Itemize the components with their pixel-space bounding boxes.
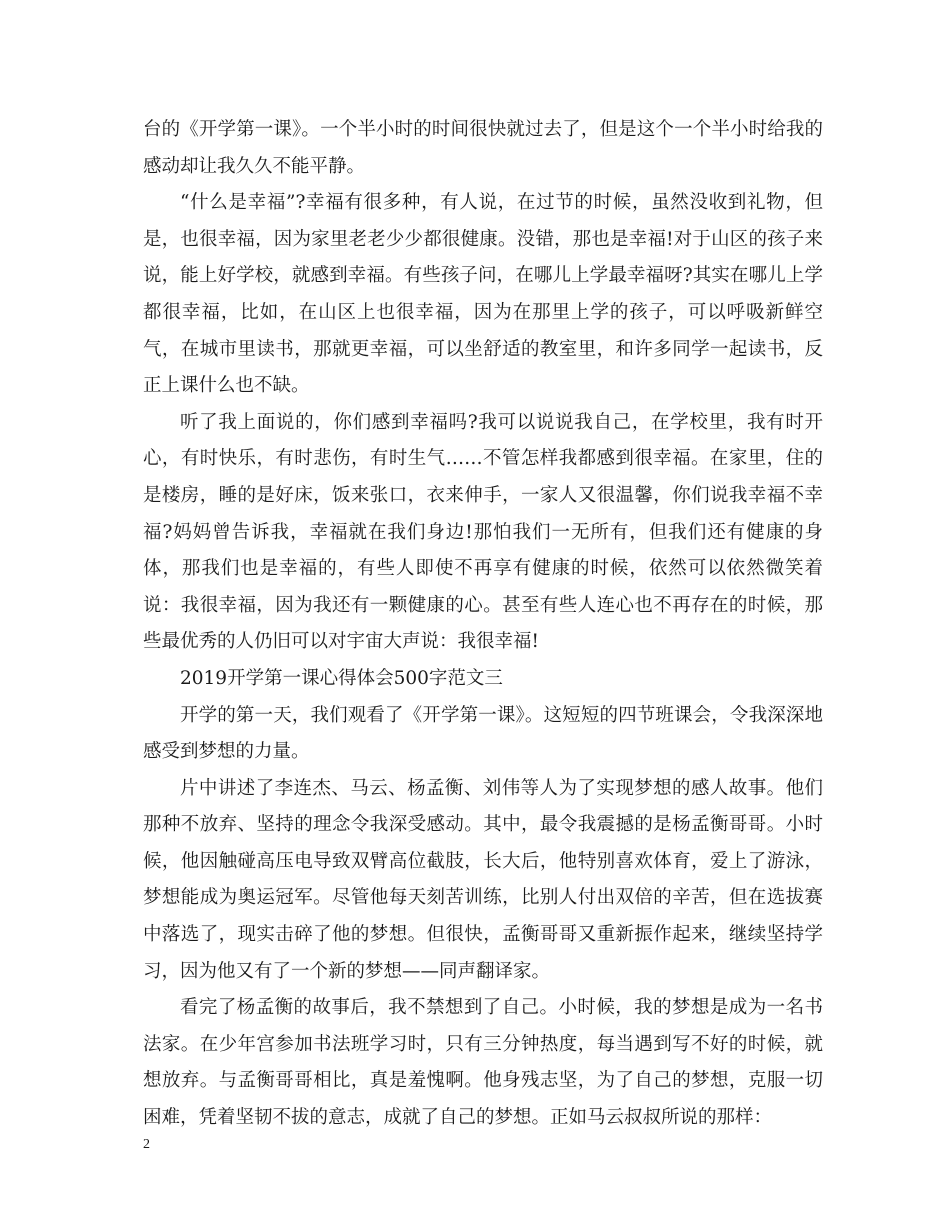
paragraph-story: 片中讲述了李连杰、马云、杨孟衡、刘伟等人为了实现梦想的感人故事。他们那种不放弃、坚持的理念令我深受感动。其中，最令我震撼的是杨孟衡哥哥。小时候，他因触碰高压电导致双臂高位截肢，长大后，他特别喜欢体育，爱上了游泳，梦想能成为奥运冠军。尽管他每天刻苦训练，比别人付出双倍的辛苦，但在选拔赛中落选了，现实击碎了他的梦想。但很快，孟衡哥哥又重新振作起来，继续坚持学习，因为他又有了一个新的梦想——同声翻译家。 (143, 777, 823, 982)
page-number: 2 (143, 1137, 150, 1152)
paragraph-reflection: 看完了杨孟衡的故事后，我不禁想到了自己。小时候，我的梦想是成为一名书法家。在少年宫参加书法班学习时，只有三分钟热度，每当遇到写不好的时候，就想放弃。与孟衡哥哥相比，真是羞愧啊。他身残志坚，为了自己的梦想，克服一切困难，凭着坚韧不拔的意志，成就了自己的梦想。正如马云叔叔所说的那样： (143, 997, 823, 1129)
paragraph-personal-happiness: 听了我上面说的，你们感到幸福吗?我可以说说我自己，在学校里，我有时开心，有时快乐，有时悲伤，有时生气……不管怎样我都感到很幸福。在家里，住的是楼房，睡的是好床，饭来张口，衣来伸手，一家人又很温馨，你们说我幸福不幸福?妈妈曾告诉我，幸福就在我们身边!那怕我们一无所有，但我们还有健康的身体，那我们也是幸福的，有些人即使不再享有健康的时候，依然可以依然微笑着说：我很幸福，因为我还有一颗健康的心。甚至有些人连心也不再存在的时候，那些最优秀的人仍旧可以对宇宙大声说：我很幸福! (143, 411, 823, 653)
paragraph-continuation: 台的《开学第一课》。一个半小时的时间很快就过去了，但是这个一个半小时给我的感动却让我久久不能平静。 (143, 119, 823, 177)
document-body (143, 112, 823, 1137)
paragraph-happiness: “什么是幸福”?幸福有很多种，有人说，在过节的时候，虽然没收到礼物，但是，也很幸福，因为家里老老少少都很健康。没错，那也是幸福!对于山区的孩子来说，能上好学校，就感到幸福。有些孩子问，在哪儿上学最幸福呀?其实在哪儿上学都很幸福，比如，在山区上也很幸福，因为在那里上学的孩子，可以呼吸新鲜空气，在城市里读书，那就更幸福，可以坐舒适的教室里，和许多同学一起读书，反正上课什么也不缺。 (143, 192, 823, 397)
section-heading: 2019开学第一课心得体会500字范文三 (180, 667, 503, 689)
paragraph-first-day: 开学的第一天，我们观看了《开学第一课》。这短短的四节班课会，令我深深地感受到梦想的力量。 (143, 704, 823, 763)
